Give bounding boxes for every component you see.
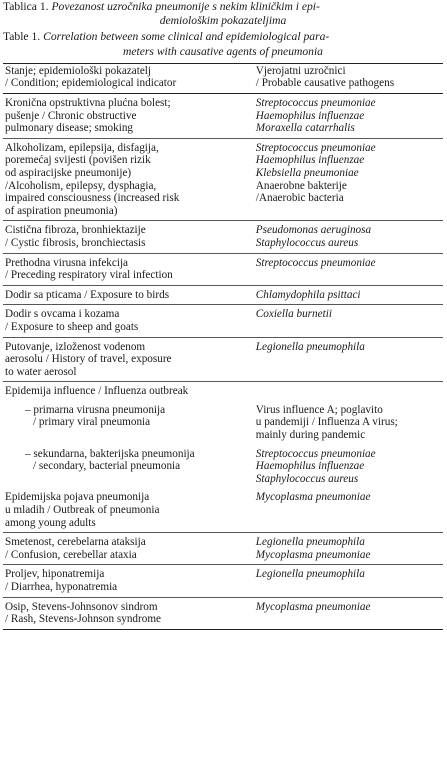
condition-line: / Exposure to sheep and goats: [5, 320, 139, 333]
condition-line: – sekundarna, bakterijska pneumonija: [25, 447, 195, 460]
condition-cell: [3, 401, 254, 445]
condition-line: pušenje / Chronic obstructive: [5, 109, 137, 122]
condition-line: Epidemijska pojava pneumonija: [5, 491, 150, 504]
condition-line: Dodir s ovcama i kozama: [5, 308, 120, 321]
table-row: [3, 565, 443, 597]
condition-line: of aspiration pneumonia): [5, 204, 118, 217]
pathogen-line: Legionella pneumophila: [255, 340, 365, 353]
pathogen-line: Streptococcus pneumoniae: [255, 447, 376, 460]
pathogens-cell: [254, 565, 443, 597]
caption-title-hr-2: demiološkim pokazateljima: [159, 14, 287, 28]
condition-line: Alkoholizam, epilepsija, disfagija,: [5, 141, 159, 154]
condition-line: Dodir sa pticama / Exposure to birds: [5, 288, 170, 301]
table-row: [3, 445, 443, 489]
pathogen-line: Staphylococcus aureus: [255, 472, 359, 485]
table-row: [3, 94, 443, 139]
pathogen-line: Mycoplasma pneumoniae: [255, 491, 371, 504]
condition-cell: [3, 138, 254, 221]
condition-cell: [3, 305, 254, 337]
table-row: [3, 488, 443, 532]
condition-line: u mladih / Outbreak of pneumonia: [5, 504, 160, 517]
pathogen-line: Streptococcus pneumoniae: [255, 256, 376, 269]
pathogen-line: Virus influence A; poglavito: [255, 403, 383, 416]
condition-line: poremećaj svijesti (povišen rizik: [5, 154, 151, 167]
pathogen-line: Haemophilus influenzae: [255, 154, 365, 167]
header-pathogens-line: Vjerojatni uzročnici: [255, 64, 346, 77]
condition-line: Kronična opstruktivna plućna bolest;: [5, 97, 171, 109]
table-row: [3, 401, 443, 445]
pathogen-line: Mycoplasma pneumoniae: [255, 548, 371, 561]
pathogens-cell: [254, 285, 443, 305]
pathogen-line: Legionella pneumophila: [255, 568, 365, 581]
caption-label-hr: Tablica 1.: [3, 0, 49, 13]
condition-line: / Preceding respiratory viral infection: [5, 269, 173, 282]
pathogen-line: Streptococcus pneumoniae: [255, 141, 376, 154]
condition-cell: [3, 285, 254, 305]
pathogens-cell: [254, 253, 443, 285]
condition-line: / Rash, Stevens-Johnson syndrome: [5, 613, 161, 626]
condition-cell: [3, 445, 254, 489]
pathogen-line: Moraxella catarrhalis: [255, 122, 355, 135]
condition-line: Cistična fibroza, bronhiektazije: [5, 224, 146, 237]
pathogen-line: mainly during pandemic: [255, 429, 366, 442]
table-row: [3, 337, 443, 382]
pathogen-line: u pandemiji / Influenza A virus;: [255, 416, 398, 429]
condition-cell: [3, 337, 254, 382]
condition-line: among young adults: [5, 516, 96, 529]
condition-cell: [3, 565, 254, 597]
pathogen-line: Coxiella burnetii: [255, 308, 332, 321]
pathogens-cell: [254, 94, 443, 139]
condition-line: – primarna virusna pneumonija: [25, 403, 166, 416]
condition-line: Putovanje, izloženost vodenom: [5, 340, 146, 353]
pathogen-line: Klebsiella pneumoniae: [255, 166, 359, 179]
pathogen-line: /Anaerobic bacteria: [255, 192, 344, 205]
caption-title-en-2: meters with causative agents of pneumonia: [123, 44, 323, 58]
pathogen-line: Staphylococcus aureus: [255, 236, 359, 249]
condition-line: aerosolu / History of travel, exposure: [5, 353, 172, 366]
pathogens-cell: [254, 221, 443, 253]
pathogens-cell: [254, 401, 443, 445]
condition-line: / secondary, bacterial pneumonia: [33, 460, 181, 473]
table-row: [3, 533, 443, 565]
condition-line: / Diarrhea, hyponatremia: [5, 581, 118, 593]
header-pathogens: [254, 63, 443, 93]
pathogen-line: Legionella pneumophila: [255, 536, 365, 549]
pathogen-line: Mycoplasma pneumoniae: [255, 600, 371, 613]
table-row: [3, 597, 443, 629]
condition-cell: [3, 488, 254, 532]
table-caption: [3, 0, 443, 59]
condition-cell: [3, 382, 254, 401]
condition-line: Osip, Stevens-Johnsonov sindrom: [5, 600, 158, 613]
pathogens-cell: [254, 382, 443, 401]
pathogens-cell: [254, 138, 443, 221]
pathogens-cell: [254, 445, 443, 489]
pathogen-line: Chlamydophila psittaci: [255, 288, 361, 301]
header-condition-line: Stanje; epidemiološki pokazatelj: [5, 64, 152, 77]
condition-line: pulmonary disease; smoking: [5, 122, 134, 135]
pathogens-cell: [254, 305, 443, 337]
pathogens-cell: [254, 597, 443, 629]
condition-cell: [3, 533, 254, 565]
pathogen-line: Streptococcus pneumoniae: [255, 97, 376, 109]
pathogens-cell: [254, 488, 443, 532]
table-row: [3, 305, 443, 337]
table-row: [3, 382, 443, 401]
condition-line: / Cystic fibrosis, bronchiectasis: [5, 236, 146, 249]
table-row: [3, 285, 443, 305]
condition-line: Prethodna virusna infekcija: [5, 256, 129, 269]
table-row: [3, 221, 443, 253]
condition-line: impaired consciousness (increased risk: [5, 192, 180, 205]
header-condition-line: / Condition; epidemiological indicator: [5, 77, 177, 90]
pathogen-line: Haemophilus influenzae: [255, 109, 365, 122]
condition-line: to water aerosol: [5, 365, 77, 378]
pathogen-line: Anaerobne bakterije: [255, 179, 347, 192]
caption-title-en-1: Correlation between some clinical and epidemiological para-: [43, 30, 330, 44]
pathogens-cell: [254, 337, 443, 382]
correlation-table: [3, 63, 443, 630]
header-condition: [3, 63, 254, 93]
header-pathogens-line: / Probable causative pathogens: [255, 77, 395, 90]
condition-cell: [3, 597, 254, 629]
condition-line: / primary viral pneumonia: [33, 416, 151, 429]
condition-line: od aspiracijske pneumonije): [5, 166, 132, 179]
table-row: [3, 253, 443, 285]
caption-title-hr-1: Povezanost uzročnika pneumonije s nekim kliničkim i epi-: [51, 0, 320, 13]
table-header-row: [3, 63, 443, 93]
table-body: [3, 94, 443, 630]
pathogens-cell: [254, 533, 443, 565]
table-row: [3, 138, 443, 221]
caption-label-en: Table 1.: [3, 30, 41, 44]
condition-cell: [3, 94, 254, 139]
condition-line: Proljev, hiponatremija: [5, 568, 105, 581]
condition-cell: [3, 253, 254, 285]
condition-line: / Confusion, cerebellar ataxia: [5, 548, 137, 561]
caption-english: [3, 30, 443, 58]
caption-croatian: [3, 0, 443, 28]
pathogen-line: Haemophilus influenzae: [255, 460, 365, 473]
condition-line: Epidemija influence / Influenza outbreak: [5, 385, 189, 398]
pathogen-line: Pseudomonas aeruginosa: [255, 224, 372, 237]
condition-line: /Alcoholism, epilepsy, dysphagia,: [5, 179, 157, 192]
condition-line: Smetenost, cerebelarna ataksija: [5, 536, 146, 549]
condition-cell: [3, 221, 254, 253]
